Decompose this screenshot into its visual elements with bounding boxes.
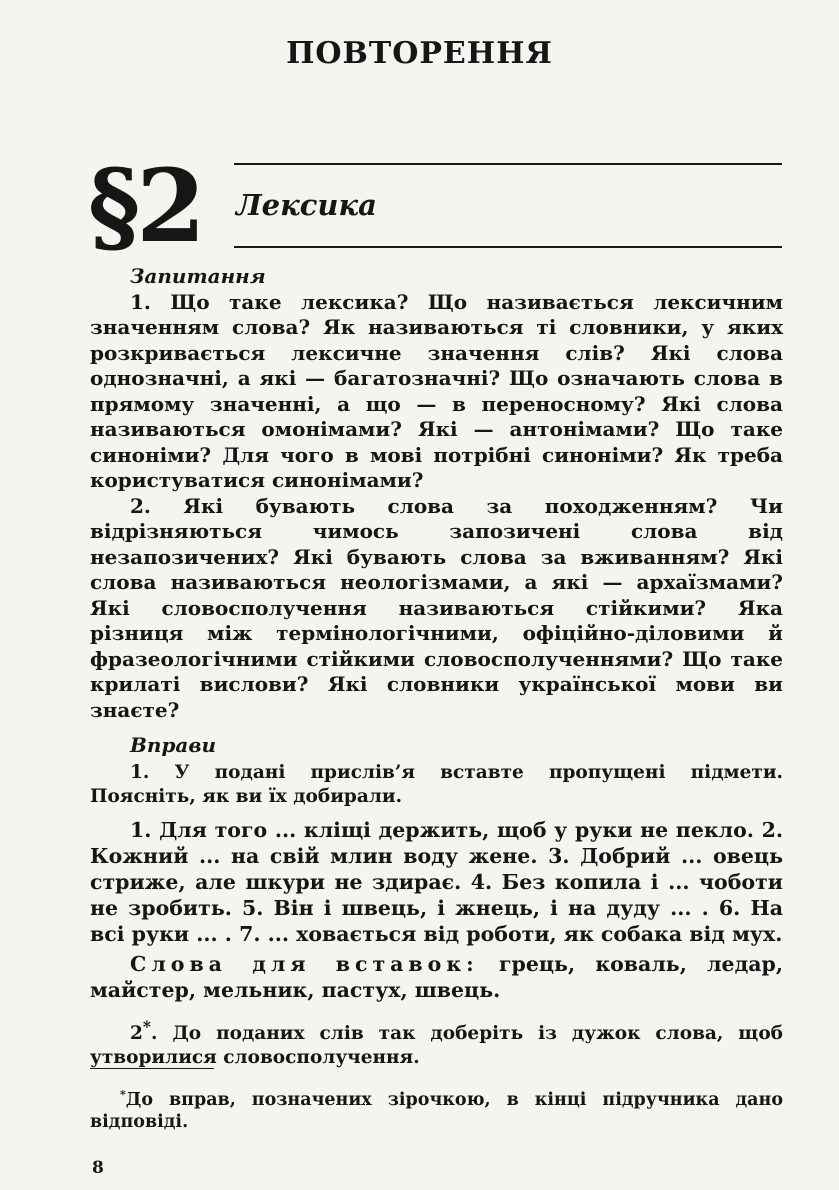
question-2: 2. Які бувають слова за походженням? Чи відрізняються чимось запозичені слова від незапозичених? Які бувають слова за вживанням? Які слова називаються неологізмами, а які — архаїзмами? Які словосполучення називаються стійкими? Яка різниця між термінологічними, офіційно-діловими й фразеологічними стійкими словосполученнями? Що таке крилаті вислови? Які словники української мови ви знаєте? [90, 493, 783, 722]
exercise-1-proverbs: 1. Для того ... кліщі держить, щоб у руки не пекло. 2. Кожний ... на свій млин воду жене. 3. Добрий ... овець стриже, але шкури не здирає. 4. Без копила і ... чоботи не зробить. 5. Він і швець, і жнець, і на дуду ... . 6. На всі руки ... . 7. ... ховається від роботи, як собака від мух. [90, 817, 783, 946]
question-1: 1. Що таке лексика? Що називається лексичним значенням слова? Як називаються ті словники, у яких розкривається лексичне значення слів? Які слова однозначні, а які — багатозначні? Що означають слова в прямому значенні, а що — в переносному? Які слова називаються омонімами? Які — антонімами? Що таке синоніми? Для чого в мові потрібні синоніми? Як треба користуватися синонімами? [90, 289, 783, 492]
words-list: грець, коваль, ледар, майстер, мельник, пастух, швець. [90, 951, 783, 1002]
section-number: §2 [88, 147, 202, 265]
exercise-2-star: * [142, 1017, 151, 1036]
exercise-1-task: 1. У подані прислів’я вставте пропущені підмети. Поясніть, як ви їх добирали. [90, 761, 783, 807]
questions-heading: Запитання [130, 264, 266, 288]
page-body [90, 264, 783, 1070]
section-title: Лексика [236, 188, 377, 222]
footnote-rule [90, 1068, 214, 1069]
section-rule-bottom [234, 246, 782, 248]
exercise-2-text: . До поданих слів так доберіть із дужок слова, щоб утворилися словосполучення. [90, 1022, 783, 1068]
page-header: ПОВТОРЕННЯ [286, 36, 553, 71]
section-rule-top [234, 163, 782, 165]
exercise-2-number: 2 [130, 1022, 143, 1044]
exercise-1-words [90, 951, 783, 1003]
page-number: 8 [92, 1158, 104, 1178]
words-label: Слова для вставок: [130, 951, 479, 976]
exercise-2-task [90, 1015, 783, 1070]
footnote-star: * [120, 1088, 126, 1101]
exercises-heading: Вправи [130, 733, 217, 757]
footnote [90, 1084, 783, 1133]
footnote-text: До вправ, позначених зірочкою, в кінці підручника дано відповіді. [90, 1089, 783, 1132]
